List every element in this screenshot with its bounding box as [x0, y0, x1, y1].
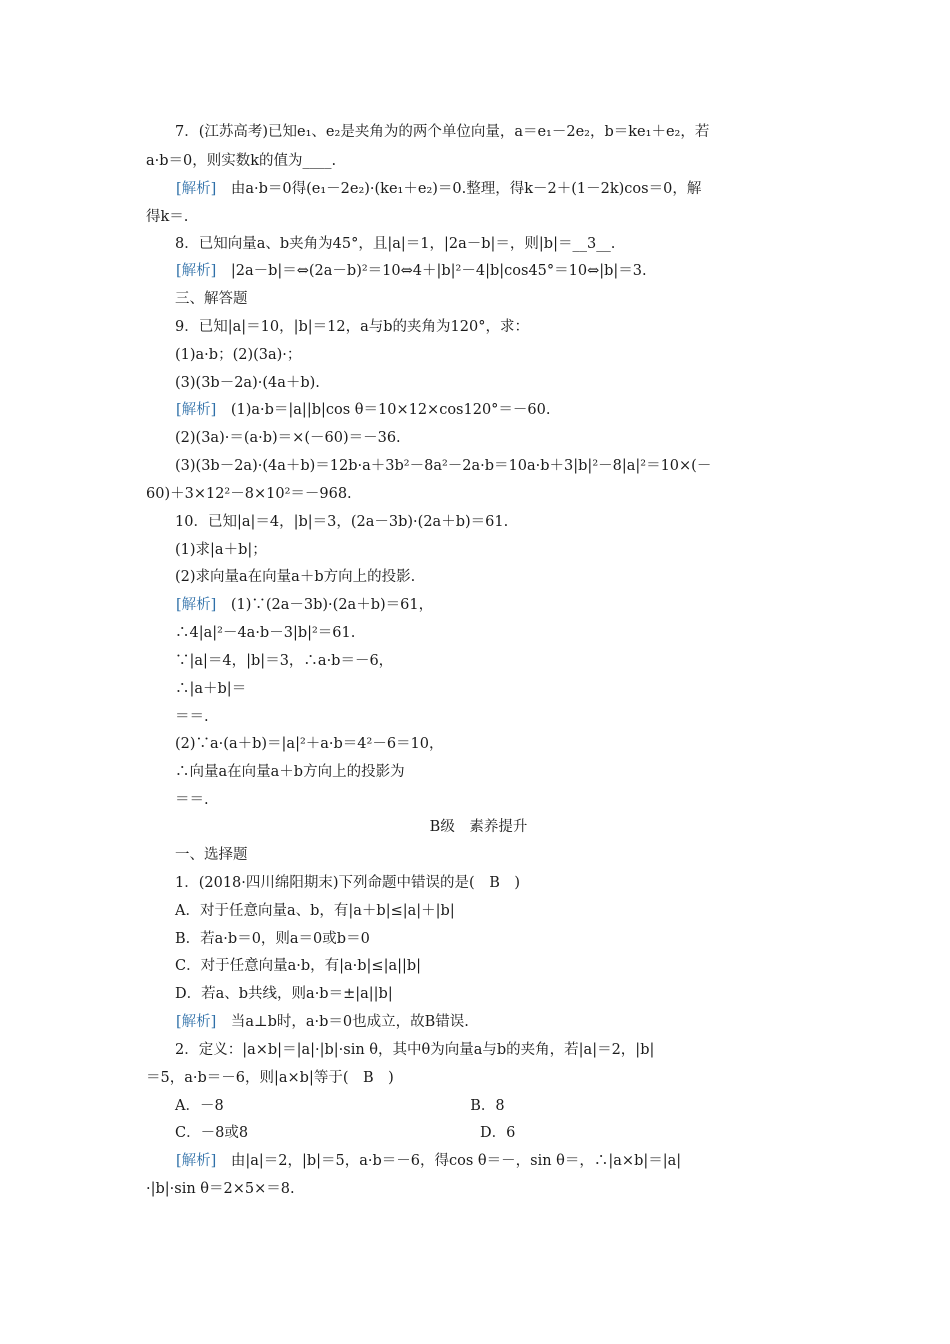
solution-tag: [解析]: [176, 1153, 217, 1169]
line-06: [146, 260, 811, 282]
line-17: (2)求向量a在向量a＋b方向上的投影.: [146, 569, 416, 585]
line-13: (3)(3b－2a)·(4a＋b)＝12b·a＋3b²－8a²－2a·b＝10a·b＋3|b|²－8|a|²＝10×(－: [146, 458, 712, 474]
line-11: [146, 399, 811, 421]
line-27: 一、选择题: [146, 847, 248, 863]
line-33: [146, 1011, 811, 1033]
line-text: 由a·b＝0得(e₁－2e₂)·(ke₁＋e₂)＝0.整理，得k－2＋(1－2k)cos＝0，解: [216, 181, 702, 197]
solution-tag: [解析]: [176, 181, 217, 197]
line-37: C．－8或8 D．6: [146, 1125, 516, 1141]
line-16: (1)求|a＋b|；: [146, 542, 267, 558]
line-text: |2a－b|＝⇔(2a－b)²＝10⇔4＋|b|²－4|b|cos45°＝10⇔|b|＝3.: [216, 263, 647, 279]
line-24: ∴向量a在向量a＋b方向上的投影为: [146, 764, 405, 780]
line-01: 7．(江苏高考)已知e₁、e₂是夹角为的两个单位向量，a＝e₁－2e₂，b＝ke₁＋e₂，若: [146, 124, 710, 140]
line-09: (1)a·b；(2)(3a)·；: [146, 347, 302, 363]
line-20: ∵|a|＝4，|b|＝3，∴a·b＝－6，: [146, 653, 394, 669]
line-08: 9．已知|a|＝10，|b|＝12，a与b的夹角为120°，求：: [146, 319, 529, 335]
solution-tag: [解析]: [176, 263, 217, 279]
line-35: ＝5，a·b＝－6，则|a×b|等于( B ): [146, 1070, 394, 1086]
line-text: (1)a·b＝|a||b|cos θ＝10×12×cos120°＝－60.: [216, 402, 551, 418]
line-18: [146, 594, 811, 616]
line-14: 60)＋3×12²－8×10²＝－968.: [146, 486, 352, 502]
line-04: 得k＝.: [146, 209, 189, 225]
line-29: A．对于任意向量a、b，有|a＋b|≤|a|＋|b|: [146, 903, 455, 919]
line-21: ∴|a＋b|＝: [146, 681, 247, 697]
solution-tag: [解析]: [176, 402, 217, 418]
line-38: [146, 1150, 811, 1172]
section-heading: B级 素养提升: [429, 819, 528, 835]
line-text: 当a⊥b时，a·b＝0也成立，故B错误.: [216, 1014, 469, 1030]
line-34: 2．定义：|a×b|＝|a|·|b|·sin θ，其中θ为向量a与b的夹角，若|a|＝2，|b|: [146, 1042, 655, 1058]
line-25: ＝＝.: [146, 792, 209, 808]
line-32: D．若a、b共线，则a·b＝±|a||b|: [146, 986, 393, 1002]
line-39: ·|b|·sin θ＝2×5×＝8.: [146, 1181, 295, 1197]
line-30: B．若a·b＝0，则a＝0或b＝0: [146, 931, 370, 947]
line-12: (2)(3a)·＝(a·b)＝×(－60)＝－36.: [146, 430, 401, 446]
line-05: 8．已知向量a、b夹角为45°，且|a|＝1，|2a－b|＝，则|b|＝__3__.: [146, 236, 616, 252]
line-10: (3)(3b－2a)·(4a＋b).: [146, 375, 320, 391]
solution-tag: [解析]: [176, 1014, 217, 1030]
line-07: 三、解答题: [146, 291, 248, 307]
line-31: C．对于任意向量a·b，有|a·b|≤|a||b|: [146, 958, 422, 974]
line-15: 10．已知|a|＝4，|b|＝3，(2a－3b)·(2a＋b)＝61.: [146, 514, 509, 530]
solution-tag: [解析]: [176, 597, 217, 613]
line-22: ＝＝.: [146, 709, 209, 725]
line-23: (2)∵a·(a＋b)＝|a|²＋a·b＝4²－6＝10，: [146, 736, 444, 752]
line-28: 1．(2018·四川绵阳期末)下列命题中错误的是( B ): [146, 875, 521, 891]
line-19: ∴4|a|²－4a·b－3|b|²＝61.: [146, 625, 356, 641]
line-text: 由|a|＝2，|b|＝5，a·b＝－6，得cos θ＝－，sin θ＝，∴|a×b|＝|a|: [216, 1153, 682, 1169]
line-02: a·b＝0，则实数k的值为____.: [146, 153, 337, 169]
line-36: A．－8 B．8: [146, 1098, 505, 1114]
line-03: [146, 178, 811, 200]
line-text: (1)∵(2a－3b)·(2a＋b)＝61，: [216, 597, 434, 613]
